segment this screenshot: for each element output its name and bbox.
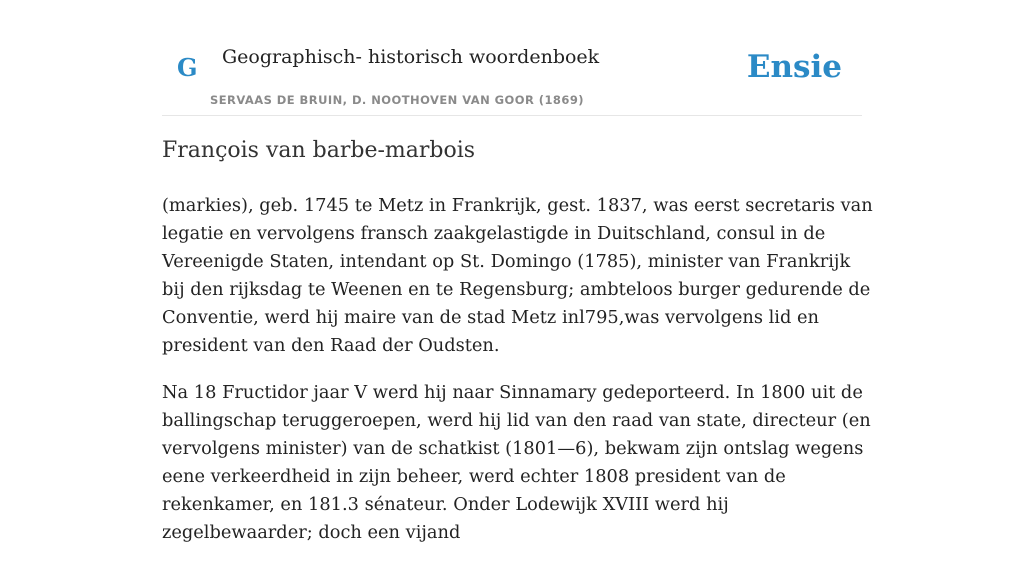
- article-paragraph-2: Na 18 Fructidor jaar V werd hij naar Sinnamary gedeporteerd. In 1800 uit de ballingschap teruggeroepen, werd hij lid van den raad van state, directeur (en vervolgens minister) van de schatkist (1801—6), bekwam zijn ontslag wegens eene verkeerdheid in zijn beheer, werd echter 1808 president van de rekenkamer, en 181.3 sénateur. Onder Lodewijk XVIII werd hij zegelbewaarder; doch een vijand: [162, 382, 871, 543]
- book-logo-icon[interactable]: G: [177, 53, 198, 82]
- book-author-year: SERVAAS DE BRUIN, D. NOOTHOVEN VAN GOOR (1869): [210, 93, 584, 107]
- book-title[interactable]: Geographisch- historisch woordenboek: [222, 46, 600, 68]
- article-paragraph-1: (markies), geb. 1745 te Metz in Frankrijk, gest. 1837, was eerst secretaris van legatie en vervolgens fransch zaakgelastigde in Duitschland, consul in de Vereenigde Staten, intendant op St. Domingo (1785), minister van Frankrijk bij den rijksdag te Weenen en te Regensburg; ambteloos burger gedurende de Conventie, werd hij maire van de stad Metz inl795,was vervolgens lid en president van den Raad der Oudsten.: [162, 195, 873, 356]
- article-body: [162, 192, 874, 566]
- ensie-logo-link[interactable]: Ensie: [746, 49, 842, 85]
- page-header: [162, 36, 862, 116]
- article-title: François van barbe-marbois: [162, 138, 476, 163]
